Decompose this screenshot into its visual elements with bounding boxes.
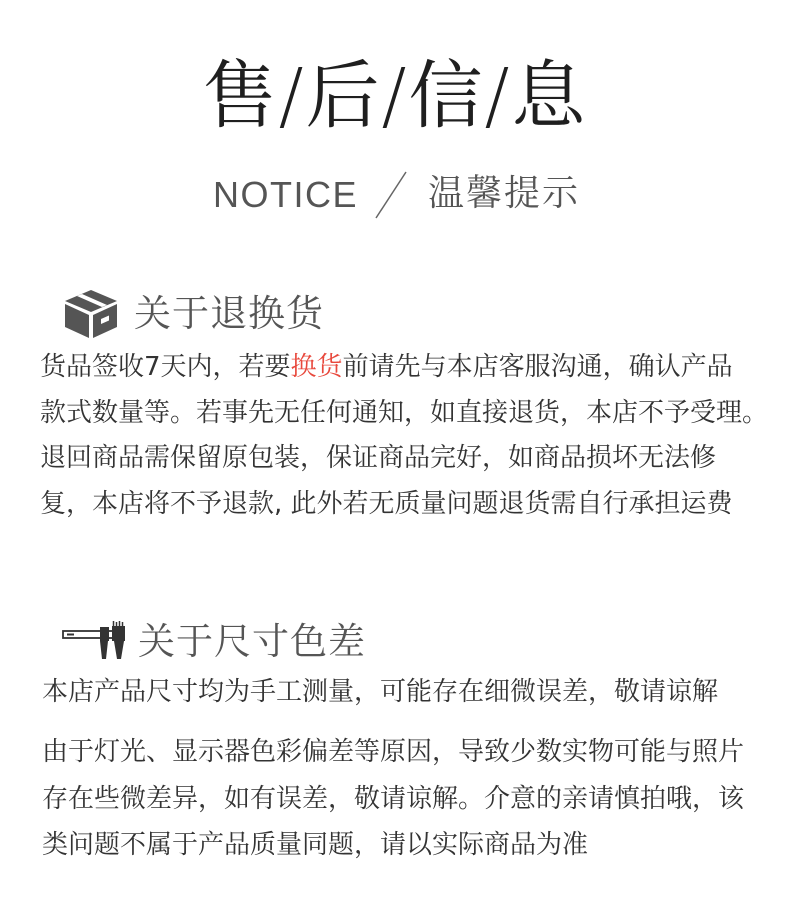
package-box-icon <box>64 289 118 339</box>
color-difference-line: 由于灯光、显示器色彩偏差等原因，导致少数实物可能与照片 <box>42 737 745 767</box>
returns-line: 款式数量等。若事先无任何通知，如直接退货，本店不予受理。 <box>40 397 769 428</box>
page-title: 售/后/信/息 <box>202 53 588 139</box>
returns-line-text: 货品签收7天内，若要 <box>40 352 291 382</box>
returns-paragraph <box>40 345 768 527</box>
measurement-note-line: 本店产品尺寸均为手工测量，可能存在细微误差，敬请谅解 <box>42 677 719 707</box>
color-difference-line: 存在些微差异，如有误差，敬请谅解。介意的亲请慎拍哦，该 <box>42 783 745 814</box>
returns-line: 复，本店将不予退款, 此外若无质量问题退货需自行承担运费 <box>40 488 733 519</box>
color-difference-line: 类问题不属于产品质量同题，请以实际商品为准 <box>42 830 589 860</box>
section-heading-returns: 关于退换货 <box>134 292 324 335</box>
caliper-icon <box>62 620 126 662</box>
returns-line <box>40 345 768 391</box>
slash-divider <box>372 168 410 222</box>
returns-line: 退回商品需保留原包装，保证商品完好，如商品损坏无法修 <box>40 443 717 473</box>
returns-line-text: 前请先与本店客服沟通，确认产品 <box>342 352 733 382</box>
highlight-exchange: 换货 <box>290 352 343 382</box>
measurement-note <box>42 670 718 716</box>
notice-label-cn: 温馨提示 <box>428 173 581 214</box>
color-difference-paragraph <box>42 729 744 869</box>
section-heading-size-color: 关于尺寸色差 <box>138 620 366 663</box>
notice-label-en: NOTICE <box>213 174 359 215</box>
